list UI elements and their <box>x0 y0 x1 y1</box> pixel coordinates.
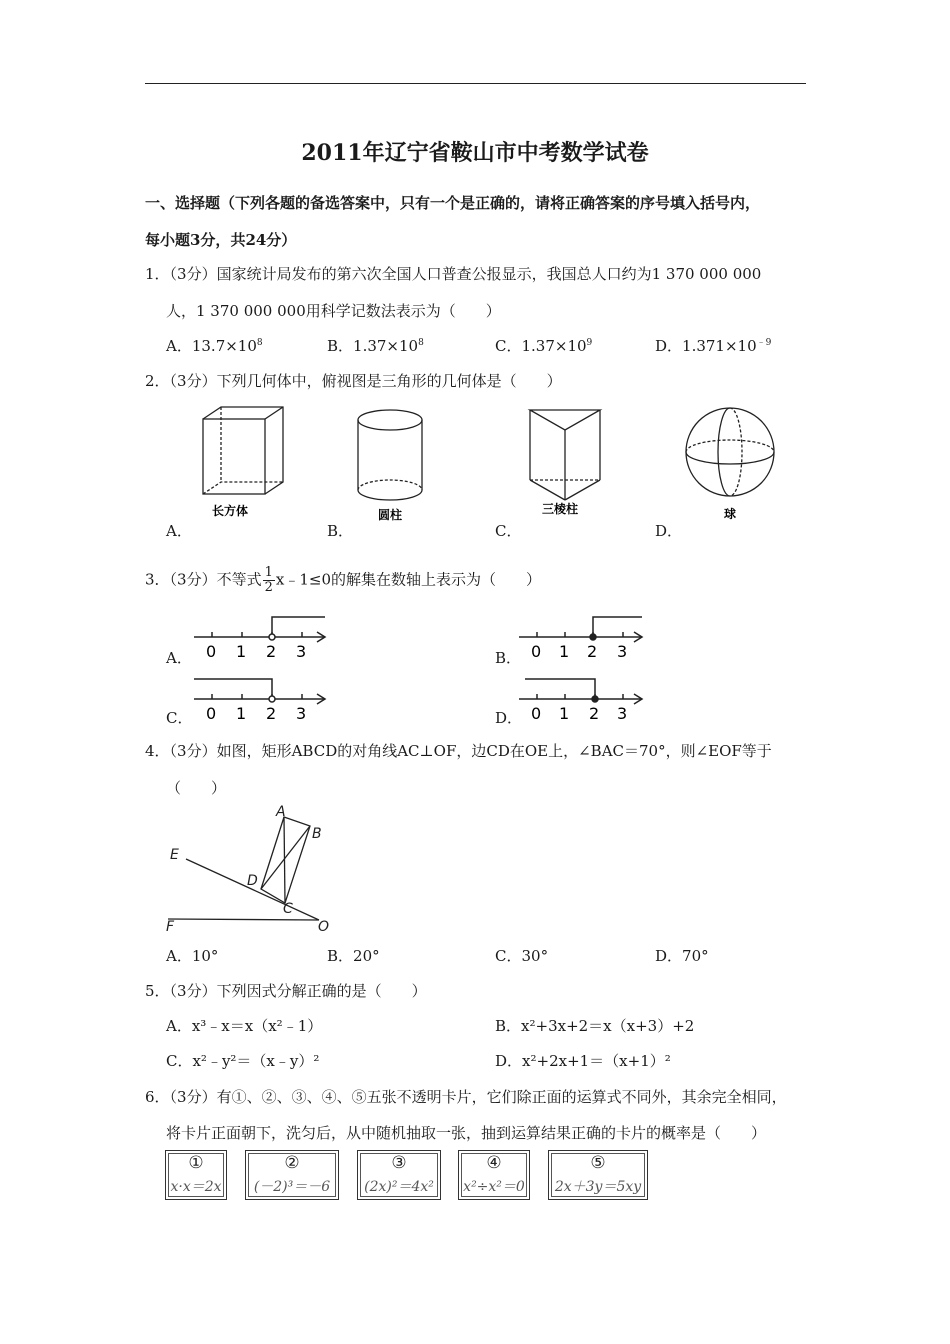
tick-1: 1 <box>559 704 570 723</box>
point-c-label: C <box>283 901 293 917</box>
fraction-numerator: 1 <box>264 565 273 580</box>
card-expression: x²÷x²＝0 <box>463 1179 525 1195</box>
card-number: ④ <box>486 1153 502 1173</box>
tick-0: 0 <box>206 642 217 661</box>
cylinder-figure <box>350 405 440 525</box>
q1-option-a-text: A．13.7×10 <box>166 337 257 355</box>
q5-option-d[interactable]: D．x²+2x+1＝（x+1）² <box>495 1052 671 1070</box>
tick-2: 2 <box>266 704 277 723</box>
card-number: ⑤ <box>590 1153 606 1173</box>
point-f-label: F <box>166 919 175 935</box>
q3-text-post: x﹣1≤0的解集在数轴上表示为（ ） <box>275 570 541 589</box>
card-number: ③ <box>391 1153 407 1173</box>
card-number: ① <box>188 1153 204 1173</box>
q1-option-b[interactable] <box>327 335 424 356</box>
tick-3: 3 <box>617 642 628 661</box>
tick-2: 2 <box>266 642 277 661</box>
q3-option-b[interactable]: B． <box>495 649 522 667</box>
point-b-label: B <box>312 826 322 842</box>
q1-option-d-text: D．1.371×10 <box>655 337 757 355</box>
q4-option-d[interactable]: D．70° <box>655 947 709 965</box>
page-title: 2011年辽宁省鞍山市中考数学试卷 <box>301 140 649 166</box>
card-expression: x·x＝2x <box>170 1179 222 1195</box>
tick-2: 2 <box>587 642 598 661</box>
q3-option-d[interactable]: D． <box>495 709 523 727</box>
card-expression: (－2)³＝－6 <box>253 1179 331 1195</box>
section-heading-line1: 一、选择题（下列各题的备选答案中，只有一个是正确的，请将正确答案的序号填入括号内， <box>145 194 761 212</box>
q2-option-d[interactable]: D． <box>655 522 683 540</box>
tick-0: 0 <box>531 704 542 723</box>
q1-text-line1: 1．（3分）国家统计局发布的第六次全国人口普查公报显示，我国总人口约为1 370 000 000 <box>145 265 762 283</box>
rectangle-diagram <box>160 800 360 940</box>
q1-option-c-exp: 9 <box>586 338 593 348</box>
top-rule <box>145 83 806 84</box>
q5-text: 5．（3分）下列因式分解正确的是（ ） <box>145 982 427 1000</box>
q1-option-b-exp: 8 <box>418 338 424 348</box>
q1-option-a[interactable] <box>166 335 263 356</box>
q1-option-c-text: C．1.37×10 <box>495 337 587 355</box>
q4-option-c[interactable]: C．30° <box>495 947 549 965</box>
cylinder-label: 圆柱 <box>378 508 403 522</box>
q1-option-a-exp: 8 <box>256 338 263 348</box>
section-heading-line2: 每小题3分，共24分） <box>145 231 297 249</box>
tick-0: 0 <box>206 704 217 723</box>
cuboid-figure <box>185 402 295 522</box>
q2-option-b[interactable]: B． <box>327 522 354 540</box>
q5-option-c[interactable]: C．x²﹣y²＝（x﹣y）² <box>166 1052 320 1070</box>
card-expression: 2x＋3y＝5xy <box>554 1179 642 1195</box>
tick-3: 3 <box>296 704 307 723</box>
fraction-denominator: 2 <box>264 580 273 595</box>
q2-option-a[interactable]: A． <box>166 522 192 540</box>
tick-1: 1 <box>236 642 247 661</box>
card-1[interactable] <box>165 1150 227 1200</box>
q2-option-c[interactable]: C． <box>495 522 522 540</box>
q4-text-line2: （ ） <box>166 779 227 797</box>
q6-text-line1: 6．（3分）有①、②、③、④、⑤五张不透明卡片，它们除正面的运算式不同外，其余完全相同， <box>145 1088 787 1106</box>
sphere-label: 球 <box>724 507 737 521</box>
tick-3: 3 <box>617 704 628 723</box>
q3-text-pre: 3．（3分）不等式 <box>145 570 262 589</box>
triangular-prism-label: 三棱柱 <box>542 502 579 516</box>
sphere-figure <box>680 402 790 522</box>
point-e-label: E <box>170 847 179 863</box>
q3-option-a[interactable]: A． <box>166 649 192 667</box>
q1-option-d-exp: ﹣9 <box>756 338 772 348</box>
card-3[interactable] <box>357 1150 441 1200</box>
card-number: ② <box>284 1153 300 1173</box>
q1-option-b-text: B．1.37×10 <box>327 337 419 355</box>
point-a-label: A <box>276 804 286 820</box>
q5-option-a[interactable]: A．x³﹣x＝x（x²﹣1） <box>166 1017 323 1035</box>
tick-3: 3 <box>296 642 307 661</box>
q4-option-b[interactable]: B．20° <box>327 947 380 965</box>
triangular-prism-figure <box>520 402 620 522</box>
number-line-c <box>190 674 335 724</box>
q3-fraction <box>263 566 275 595</box>
number-line-d <box>515 674 660 724</box>
q1-option-c[interactable] <box>495 335 592 356</box>
card-expression: (2x)²＝4x² <box>364 1179 434 1195</box>
card-5[interactable] <box>548 1150 648 1200</box>
tick-1: 1 <box>559 642 570 661</box>
q2-text: 2．（3分）下列几何体中，俯视图是三角形的几何体是（ ） <box>145 372 562 390</box>
number-line-b <box>515 612 660 662</box>
tick-2: 2 <box>589 704 600 723</box>
q6-text-line2: 将卡片正面朝下，洗匀后，从中随机抽取一张，抽到运算结果正确的卡片的概率是（ ） <box>166 1124 767 1142</box>
q1-text-line2: 人，1 370 000 000用科学记数法表示为（ ） <box>166 302 501 320</box>
cuboid-label: 长方体 <box>212 504 249 518</box>
point-o-label: O <box>318 919 330 935</box>
q4-option-a[interactable]: A．10° <box>166 947 219 965</box>
q4-text-line1: 4．（3分）如图，矩形ABCD的对角线AC⊥OF，边CD在OE上，∠BAC＝70°，则∠EOF等于 <box>145 742 772 760</box>
q5-option-b[interactable]: B．x²+3x+2＝x（x+3）+2 <box>495 1017 695 1035</box>
tick-0: 0 <box>531 642 542 661</box>
card-4[interactable] <box>458 1150 530 1200</box>
q1-option-d[interactable] <box>655 335 771 356</box>
point-d-label: D <box>247 873 258 889</box>
q3-text <box>145 566 541 595</box>
q3-option-c[interactable]: C． <box>166 709 193 727</box>
card-2[interactable] <box>245 1150 339 1200</box>
number-line-a <box>190 612 335 662</box>
tick-1: 1 <box>236 704 247 723</box>
